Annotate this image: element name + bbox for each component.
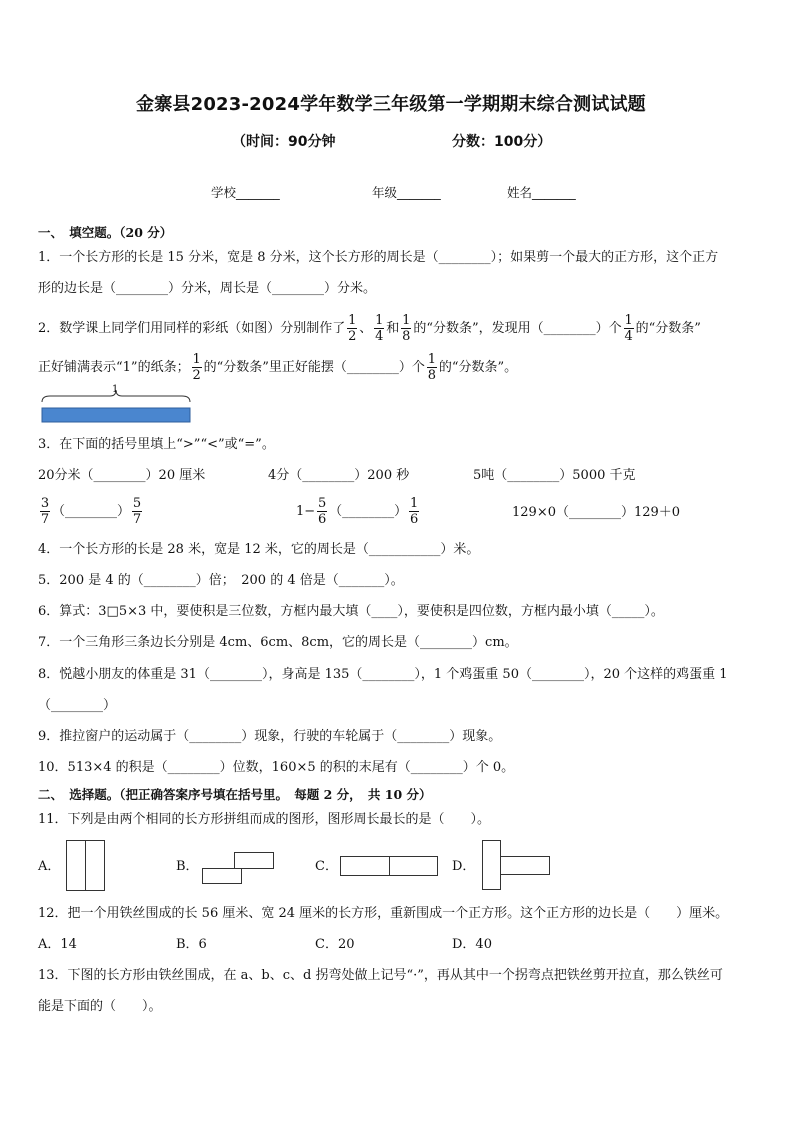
q4: 4．一个长方形的长是 28 米，宽是 12 米，它的周长是（___________）米。 [38,542,480,557]
q2-line1 [38,312,701,346]
q5: 5．200 是 4 的（________）倍； 200 的 4 倍是（_______）。 [38,573,404,588]
q11-shape-a-rect1 [66,840,86,891]
q10: 10．513×4 的积是（________）位数，160×5 的积的末尾有（________）个 0。 [38,760,515,775]
q3-blank-1: （________） [52,504,131,519]
q11-shape-a-rect2 [85,840,105,891]
q11-stem: 11．下列是由两个相同的长方形拼组而成的图形，图形周长最长的是（ ）。 [38,812,491,827]
q12-option-a: A．14 [38,937,77,952]
q3-fraction-1-6: $\frac{1}{6}$ [410,496,419,527]
page-title: 金寨县2023-2024学年数学三年级第一学期期末综合测试试题 [136,94,646,115]
q3-fraction-5-6: $\frac{5}{6}$ [318,496,327,527]
section1-title: 一、 填空题。（20 分） [38,225,173,240]
q3-r2c1 [38,494,144,530]
q3-r1c3: 5吨（________）5000 千克 [473,468,636,483]
q2-fraction-1-8: $\frac{1}{8}$ [402,313,411,344]
q11-shape-c-rect1 [340,856,390,876]
q6: 6．算式：3□5×3 中，要使积是三位数，方框内最大填（____），要使积是四位数，方框内最小填（_____）。 [38,604,664,619]
q3-fraction-3-7: $\frac{3}{7}$ [40,496,50,527]
q11-option-c: C． [315,859,338,874]
q3-r2c2 [296,494,421,530]
q11-shape-b-rect2 [202,868,242,884]
q9: 9．推拉窗户的运动属于（________）现象，行驶的车轮属于（________）现象。 [38,729,502,744]
grade-field: 年级_______ [372,185,441,200]
q13-line1: 13．下图的长方形由铁丝围成，在 a、b、c、d 拐弯处做上记号“·”，再从其中一个拐弯点把铁丝剪开拉直，那么铁丝可 [38,968,723,983]
q8-line2: （________） [38,698,117,713]
q2-text-b: 的“分数条”，发现用（________）个 [413,321,622,336]
q2-text-d: 正好铺满表示“1”的纸条； [38,360,190,375]
q2-text-f: 的“分数条”。 [438,360,518,375]
q1-line2: 形的边长是（________）分米，周长是（________）分米。 [38,281,377,296]
q12-option-c: C．20 [315,937,355,952]
q11-shape-d-rect1 [482,840,501,890]
q2-fraction-1-4b: $\frac{1}{4}$ [624,313,633,344]
q7: 7．一个三角形三条边长分别是 4cm、6cm、8cm，它的周长是（________）cm。 [38,635,518,650]
q11-option-b: B． [176,859,199,874]
q2-text-c: 的“分数条” [635,321,701,336]
q3-r1c2: 4分（________）200 秒 [268,468,410,483]
q2-line2 [38,351,517,385]
q2-fraction-1-2: $\frac{1}{2}$ [348,313,357,344]
school-field: 学校_______ [211,185,280,200]
q3-blank-2: （________） [329,504,408,519]
q8-line1: 8．悦越小朋友的体重是 31（________），身高是 135（________），1 个鸡蛋重 50（________），20 个这样的鸡蛋重 1 [38,667,728,682]
q2-fraction-1-4: $\frac{1}{4}$ [375,313,384,344]
q11-shape-d-rect2 [500,856,550,875]
q3-one-minus: 1− [296,504,316,519]
q3-r2c3: 129×0（________）129＋0 [512,505,681,520]
q3-fraction-5-7: $\frac{5}{7}$ [132,496,142,527]
q2-and: 和 [386,321,400,336]
q2-fraction-1-2b: $\frac{1}{2}$ [192,352,201,383]
q3-r1c1: 20分米（________）20 厘米 [38,468,206,483]
q12-option-d: D．40 [452,937,492,952]
q2-sep: 、 [359,321,373,336]
strip-label: 1 [112,384,119,395]
section2-title: 二、 选择题。（把正确答案序号填在括号里。 每题 2 分， 共 10 分） [38,787,432,802]
q3-stem: 3．在下面的括号里填上“>”“<”或“=”。 [38,437,275,452]
q11-shape-b-rect1 [234,852,274,869]
paper-strip [42,408,190,422]
q1-line1: 1．一个长方形的长是 15 分米，宽是 8 分米，这个长方形的周长是（________）；如果剪一个最大的正方形，这个正方 [38,250,719,265]
q13-line2: 能是下面的（ ）。 [38,999,162,1014]
q12-option-b: B．6 [176,937,207,952]
q11-shape-c-rect2 [389,856,438,876]
exam-time: （时间：90分钟 [232,134,336,150]
q2-fraction-1-8b: $\frac{1}{8}$ [427,352,437,383]
q12-stem: 12．把一个用铁丝围成的长 56 厘米、宽 24 厘米的长方形，重新围成一个正方形。这个正方形的边长是（ ）厘米。 [38,906,729,921]
q2-text-e: 的“分数条”里正好能摆（________）个 [203,360,425,375]
name-field: 姓名_______ [507,185,576,200]
exam-score: 分数：100分） [452,134,552,150]
q11-option-a: A． [38,859,61,874]
q2-text-a: 2．数学课上同学们用同样的彩纸（如图）分别制作了 [38,321,346,336]
q11-option-d: D． [452,859,476,874]
